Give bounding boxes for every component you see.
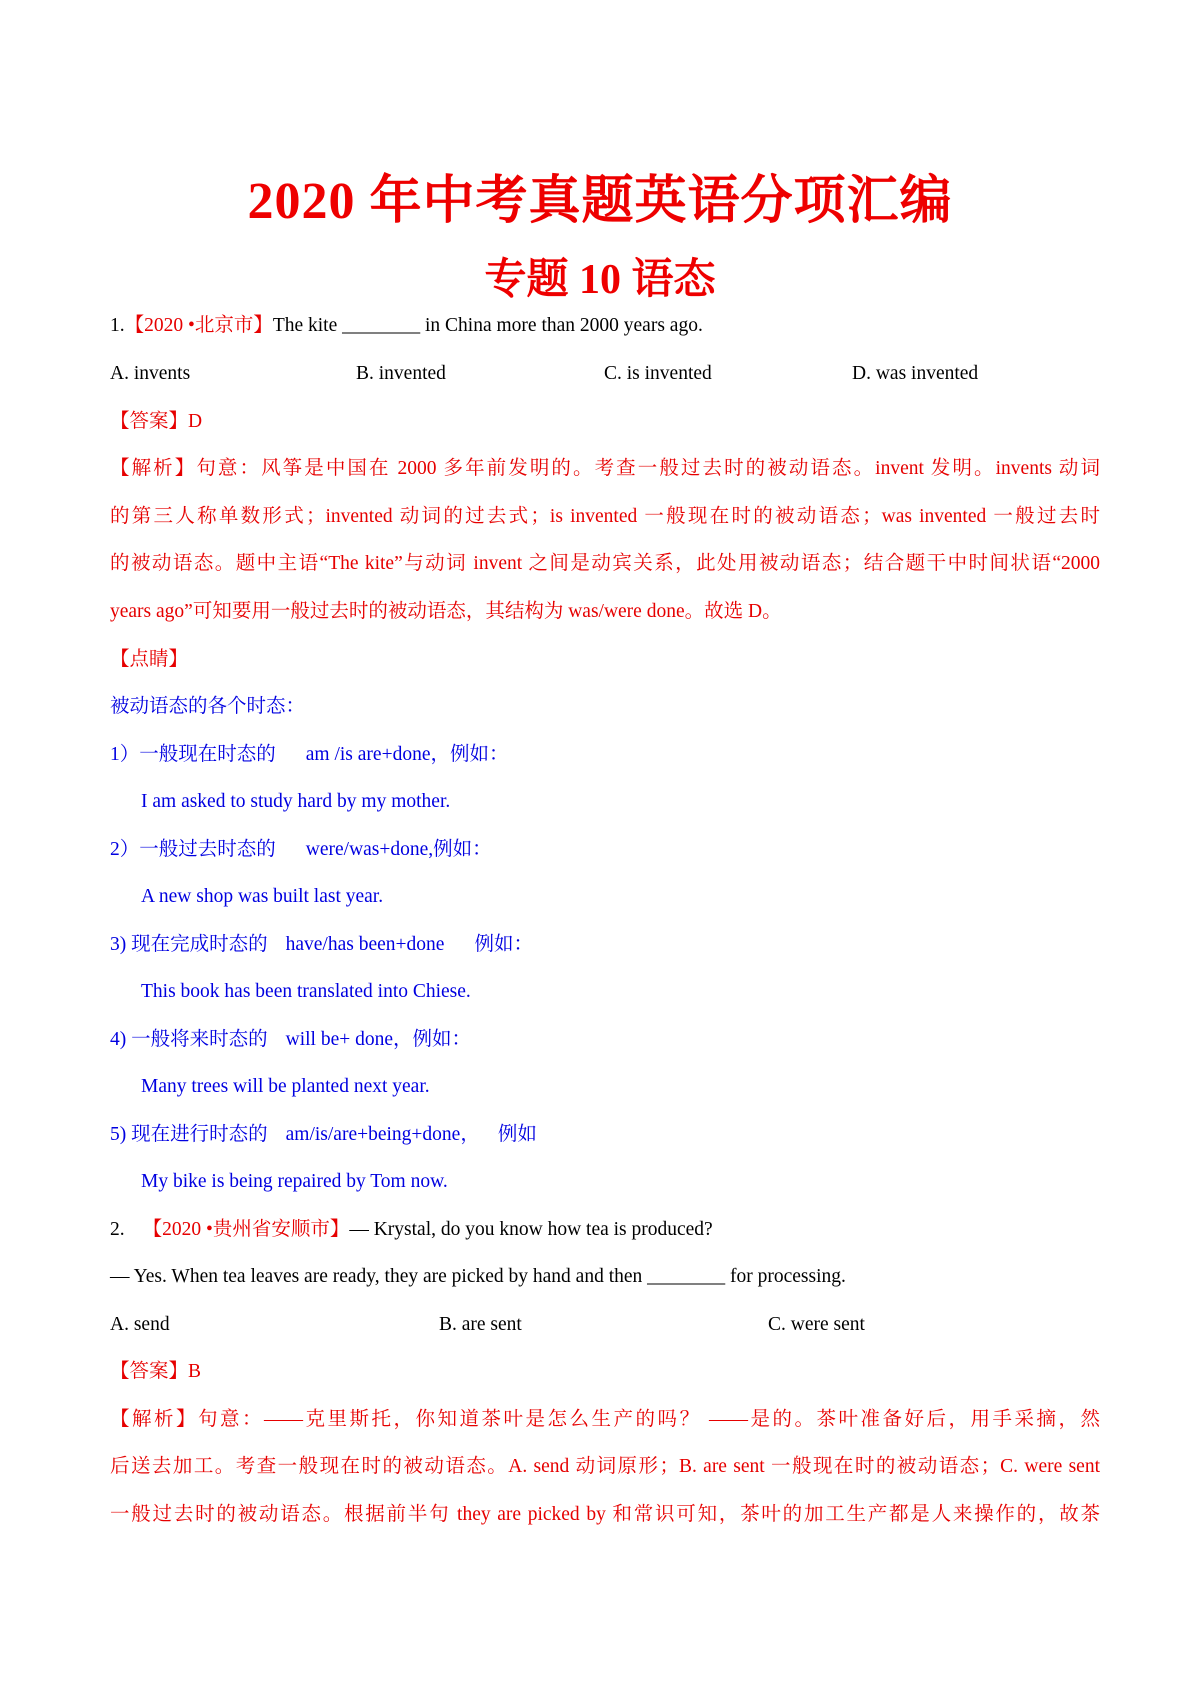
question-1-option-b: B. invented [356, 363, 446, 384]
tense-3-rule [110, 932, 1100, 958]
tense-5-extra: 例如 [497, 1124, 537, 1145]
tense-3-example: This book has been translated into Chiese. [141, 981, 471, 1002]
tense-2-formula: were/was+done,例如： [305, 839, 492, 860]
tense-2-example: A new shop was built last year. [141, 886, 384, 907]
question-2-answer: 【答案】B [110, 1361, 202, 1382]
tense-5-rule [110, 1122, 1100, 1148]
question-1-answer: 【答案】D [110, 411, 203, 432]
tense-2-label: 2）一般过去时态的 [110, 839, 276, 860]
question-1-source: 【2020 •北京市】 [124, 315, 273, 336]
tense-4-formula: will be+ done，例如： [285, 1029, 472, 1050]
tense-1-rule [110, 742, 1100, 768]
tense-2-rule [110, 837, 1100, 863]
question-2-text: — Krystal, do you know how tea is produced? [349, 1219, 713, 1240]
tense-1-formula: am /is are+done，例如： [305, 744, 509, 765]
question-1-analysis-line-3: 的被动语态。题中主语“The kite”与动词 invent 之间是动宾关系，此处用被动语态；结合题干中时间状语“2000 [110, 553, 1100, 574]
tense-1-label: 1）一般现在时态的 [110, 744, 276, 765]
question-2-analysis-line-1: 【解析】句意：——克里斯托，你知道茶叶是怎么生产的吗？ ——是的。茶叶准备好后，用手采摘，然 [110, 1409, 1100, 1430]
question-1-option-c: C. is invented [604, 363, 712, 384]
question-1-option-d: D. was invented [852, 363, 979, 384]
document-subtitle: 专题 10 语态 [484, 257, 716, 303]
tense-5-example: My bike is being repaired by Tom now. [141, 1171, 448, 1192]
question-1-text: The kite ________ in China more than 2000 years ago. [272, 315, 703, 336]
question-1-number: 1. [110, 315, 125, 336]
tense-5-formula: am/is/are+being+done， [285, 1124, 480, 1145]
tense-5-label: 5) 现在进行时态的 [110, 1124, 268, 1145]
question-1-tip-heading: 【点睛】 [110, 649, 189, 670]
question-1-analysis-line-1: 【解析】句意：风筝是中国在 2000 多年前发明的。考查一般过去时的被动语态。invent 发明。invents 动词 [110, 458, 1100, 479]
tense-4-rule [110, 1027, 1100, 1053]
question-1-stem [110, 313, 1100, 339]
question-1-option-a: A. invents [110, 363, 191, 384]
tense-3-extra: 例如： [474, 934, 533, 955]
question-1-analysis-line-4: years ago”可知要用一般过去时的被动语态，其结构为 was/were done。故选 D。 [110, 601, 782, 622]
tense-1-example: I am asked to study hard by my mother. [141, 791, 451, 812]
question-1-tip-intro: 被动语态的各个时态： [110, 696, 306, 717]
question-2-analysis-line-3: 一般过去时的被动语态。根据前半句 they are picked by 和常识可知，茶叶的加工生产都是人来操作的，故茶 [110, 1504, 1100, 1525]
question-2-option-c: C. were sent [768, 1314, 865, 1335]
question-2-source: 【2020 •贵州省安顺市】 [142, 1219, 350, 1240]
document-title: 2020 年中考真题英语分项汇编 [247, 173, 953, 230]
question-2-number: 2. [110, 1219, 125, 1240]
question-1-analysis-line-2: 的第三人称单数形式；invented 动词的过去式；is invented 一般现在时的被动语态；was invented 一般过去时 [110, 506, 1100, 527]
tense-4-label: 4) 一般将来时态的 [110, 1029, 268, 1050]
tense-4-example: Many trees will be planted next year. [141, 1076, 430, 1097]
question-2-option-b: B. are sent [439, 1314, 522, 1335]
question-2-stem [110, 1217, 1100, 1243]
question-2-stem-2: — Yes. When tea leaves are ready, they are picked by hand and then ________ for processing. [110, 1266, 846, 1287]
question-2-option-a: A. send [110, 1314, 170, 1335]
tense-3-label: 3) 现在完成时态的 [110, 934, 268, 955]
tense-3-formula: have/has been+done [285, 934, 445, 955]
question-2-analysis-line-2: 后送去加工。考查一般现在时的被动语态。A. send 动词原形；B. are sent 一般现在时的被动语态；C. were sent [110, 1456, 1100, 1477]
